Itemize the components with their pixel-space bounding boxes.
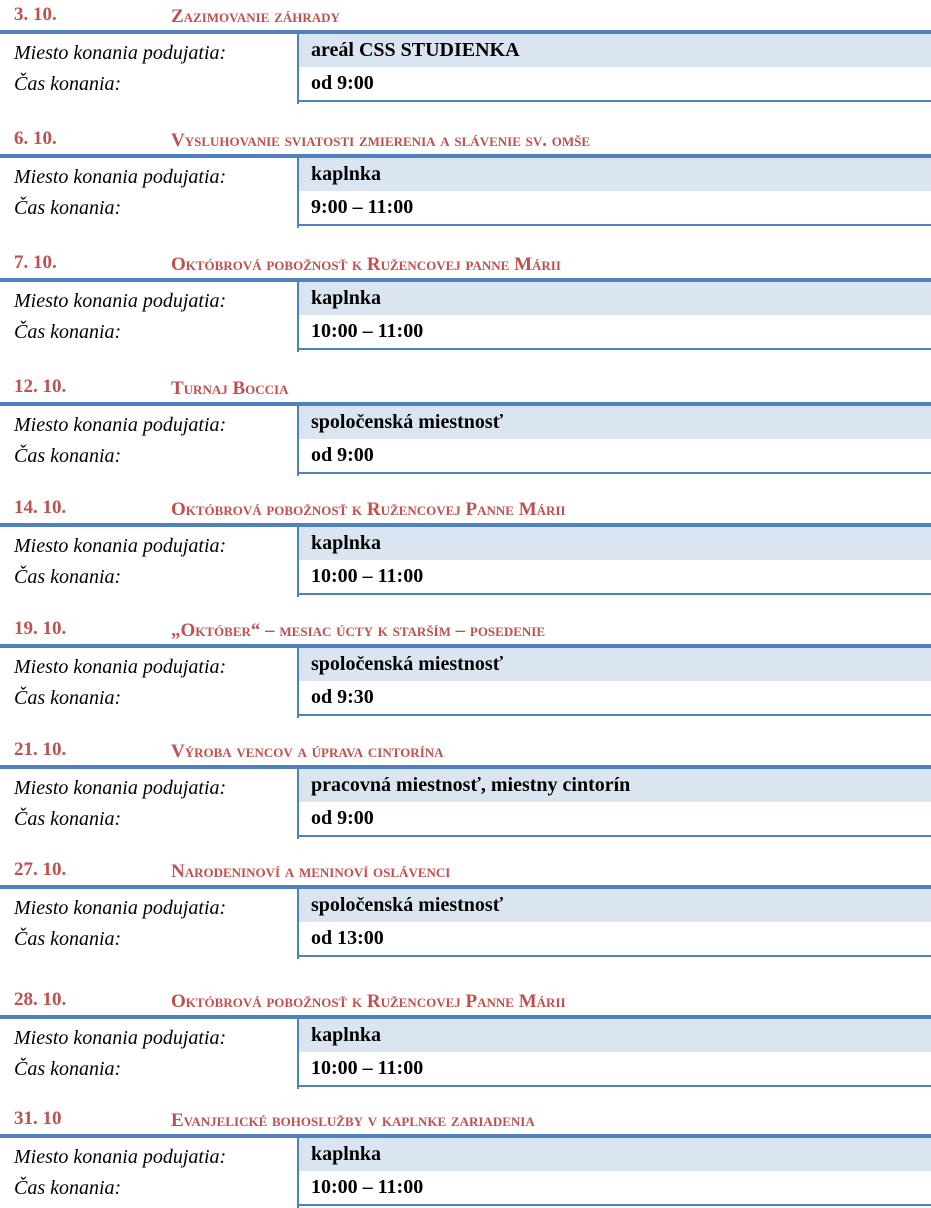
event-details	[297, 769, 931, 839]
place-label: Miesto konania podujatia:	[14, 777, 227, 799]
event-heading	[0, 1104, 931, 1134]
event-place: areál CSS STUDIENKA	[299, 34, 931, 67]
event-title: Turnaj Boccia	[171, 378, 289, 399]
event-item	[0, 614, 931, 718]
event-date: 12. 10.	[14, 376, 67, 397]
time-label: Čas konania:	[14, 197, 122, 219]
event-place: kaplnka	[299, 1019, 931, 1052]
event-title: Evanjelické bohoslužby v kaplnke zariadenia	[171, 1110, 535, 1131]
event-details	[297, 158, 931, 228]
event-date: 19. 10.	[14, 618, 67, 639]
event-heading	[0, 735, 931, 765]
event-title: Vysluhovanie sviatosti zmierenia a slávenie sv. omše	[171, 130, 591, 151]
place-label: Miesto konania podujatia:	[14, 535, 227, 557]
event-date: 6. 10.	[14, 128, 57, 149]
place-label: Miesto konania podujatia:	[14, 290, 227, 312]
event-place: kaplnka	[299, 282, 931, 315]
event-details	[297, 527, 931, 597]
event-heading	[0, 372, 931, 402]
event-details	[297, 889, 931, 959]
event-date: 27. 10.	[14, 859, 67, 880]
place-label: Miesto konania podujatia:	[14, 1146, 227, 1168]
event-time: 10:00 – 11:00	[299, 560, 931, 595]
event-item	[0, 493, 931, 597]
event-title: Októbrová pobožnosť k Ružencovej Panne Márii	[171, 499, 566, 520]
event-title: Výroba vencov a úprava cintorína	[171, 741, 444, 762]
event-heading	[0, 0, 931, 30]
event-place: spoločenská miestnosť	[299, 648, 931, 681]
event-details	[297, 1138, 931, 1208]
event-item	[0, 248, 931, 352]
event-place: kaplnka	[299, 527, 931, 560]
event-date: 3. 10.	[14, 4, 57, 25]
event-time: od 9:30	[299, 681, 931, 716]
event-time: 10:00 – 11:00	[299, 1171, 931, 1206]
event-item	[0, 1104, 931, 1208]
place-label: Miesto konania podujatia:	[14, 166, 227, 188]
time-label: Čas konania:	[14, 321, 122, 343]
event-details	[297, 648, 931, 718]
time-label: Čas konania:	[14, 73, 122, 95]
place-label: Miesto konania podujatia:	[14, 1027, 227, 1049]
event-time: 10:00 – 11:00	[299, 315, 931, 350]
event-heading	[0, 855, 931, 885]
event-place: spoločenská miestnosť	[299, 889, 931, 922]
event-item	[0, 855, 931, 959]
event-heading	[0, 248, 931, 278]
event-heading	[0, 985, 931, 1015]
event-time: od 9:00	[299, 802, 931, 837]
place-label: Miesto konania podujatia:	[14, 414, 227, 436]
event-date: 31. 10	[14, 1108, 62, 1129]
time-label: Čas konania:	[14, 808, 122, 830]
event-time: 9:00 – 11:00	[299, 191, 931, 226]
event-title: Októbrová pobožnosť k Ružencovej Panne Márii	[171, 991, 566, 1012]
event-time: od 9:00	[299, 439, 931, 474]
time-label: Čas konania:	[14, 687, 122, 709]
time-label: Čas konania:	[14, 566, 122, 588]
event-heading	[0, 493, 931, 523]
event-details	[297, 34, 931, 104]
event-place: spoločenská miestnosť	[299, 406, 931, 439]
time-label: Čas konania:	[14, 1177, 122, 1199]
event-item	[0, 372, 931, 476]
event-details	[297, 1019, 931, 1089]
event-item	[0, 124, 931, 228]
event-time: od 13:00	[299, 922, 931, 957]
event-heading	[0, 614, 931, 644]
event-item	[0, 985, 931, 1089]
event-item	[0, 0, 931, 104]
event-details	[297, 282, 931, 352]
event-time: 10:00 – 11:00	[299, 1052, 931, 1087]
event-place: kaplnka	[299, 1138, 931, 1171]
event-place: pracovná miestnosť, miestny cintorín	[299, 769, 931, 802]
event-title: Zazimovanie záhrady	[171, 6, 340, 27]
event-date: 7. 10.	[14, 252, 57, 273]
place-label: Miesto konania podujatia:	[14, 656, 227, 678]
event-date: 21. 10.	[14, 739, 67, 760]
event-place: kaplnka	[299, 158, 931, 191]
event-heading	[0, 124, 931, 154]
place-label: Miesto konania podujatia:	[14, 42, 227, 64]
event-item	[0, 735, 931, 839]
time-label: Čas konania:	[14, 928, 122, 950]
time-label: Čas konania:	[14, 1058, 122, 1080]
place-label: Miesto konania podujatia:	[14, 897, 227, 919]
event-date: 28. 10.	[14, 989, 67, 1010]
event-title: Narodeninoví a meninoví oslávenci	[171, 861, 451, 882]
event-time: od 9:00	[299, 67, 931, 102]
time-label: Čas konania:	[14, 445, 122, 467]
event-details	[297, 406, 931, 476]
event-title: „Október“ – mesiac úcty k starším – posedenie	[171, 620, 546, 641]
event-date: 14. 10.	[14, 497, 67, 518]
event-title: Októbrová pobožnosť k Ružencovej panne Márii	[171, 254, 561, 275]
